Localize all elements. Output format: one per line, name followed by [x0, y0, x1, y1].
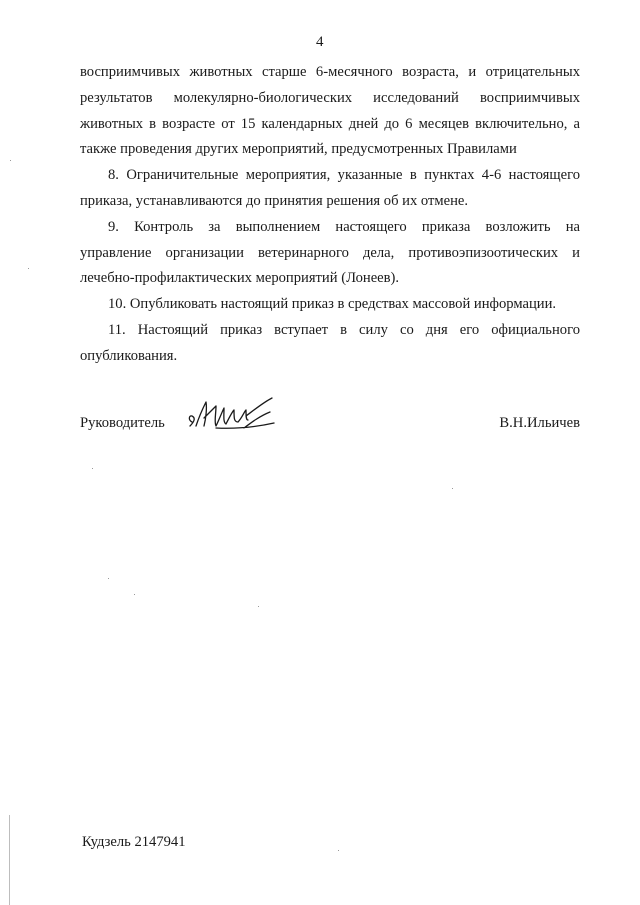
text-line: приказа, устанавливаются до принятия решения об их отмене. — [80, 192, 469, 209]
scan-speck — [134, 594, 135, 595]
executor-footer: Кудзель 2147941 — [82, 834, 186, 850]
text-line: результатов молекулярно-биологических исследований восприимчивых — [80, 89, 580, 106]
text-line: 10. Опубликовать настоящий приказ в средствах массовой информации. — [108, 296, 557, 313]
text-line: управление организации ветеринарного дела, противоэпизоотических и — [80, 244, 580, 261]
signatory-name: В.Н.Ильичев — [499, 415, 580, 431]
scan-speck — [452, 488, 453, 489]
page-number: 4 — [316, 34, 324, 50]
text-line: восприимчивых животных старше 6-месячного возраста, и отрицательных — [80, 64, 580, 80]
handwritten-signature — [186, 396, 276, 436]
document-body — [80, 60, 580, 370]
text-line: опубликования. — [80, 347, 178, 364]
scan-speck — [338, 850, 339, 851]
text-line: 8. Ограничительные мероприятия, указанные в пунктах 4-6 настоящего — [108, 167, 580, 184]
paragraph-11 — [80, 318, 580, 370]
text-line: 11. Настоящий приказ вступает в силу со дня его официального — [108, 321, 580, 338]
paragraph-8 — [80, 163, 580, 215]
scan-speck — [92, 468, 93, 469]
text-line: также проведения других мероприятий, предусмотренных Правилами — [80, 141, 517, 158]
scan-speck — [28, 268, 29, 269]
text-line: 9. Контроль за выполнением настоящего приказа возложить на — [108, 218, 580, 235]
text-line: лечебно-профилактических мероприятий (Лонеев). — [80, 270, 400, 287]
scan-speck — [10, 160, 11, 161]
scan-speck — [258, 606, 259, 607]
signature-block — [80, 410, 580, 440]
paragraph-9 — [80, 215, 580, 292]
paragraph-7-continuation — [80, 60, 580, 163]
signatory-title: Руководитель — [80, 415, 165, 431]
scan-margin-line — [9, 815, 10, 905]
paragraph-10 — [80, 292, 580, 318]
text-line: животных в возрасте от 15 календарных дней до 6 месяцев включительно, а — [80, 115, 580, 132]
scan-speck — [108, 578, 109, 579]
